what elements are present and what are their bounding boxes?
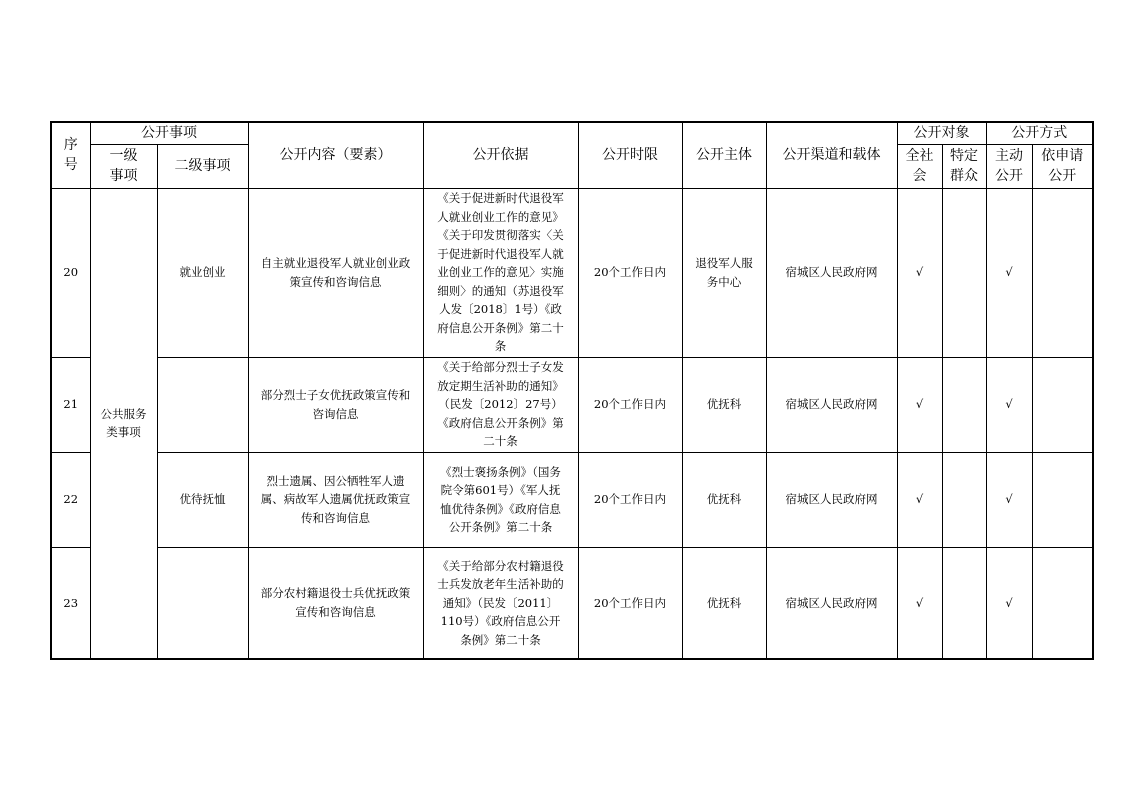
row-audience-all: √ [897, 188, 942, 357]
header-method-group: 公开方式 [986, 122, 1093, 144]
row-basis: 《关于给部分烈士子女发放定期生活补助的通知》（民发〔2012〕27号）《政府信息公开条例》第二十条 [423, 357, 578, 452]
row-channel: 宿城区人民政府网 [766, 547, 897, 659]
row-audience-all: √ [897, 452, 942, 547]
table-row [51, 452, 1093, 547]
row-audience-specific [942, 452, 986, 547]
header-row-1 [51, 122, 1093, 144]
header-channel: 公开渠道和载体 [766, 122, 897, 188]
row-channel: 宿城区人民政府网 [766, 452, 897, 547]
row-time-limit: 20个工作日内 [578, 452, 682, 547]
disclosure-table [50, 121, 1094, 660]
row-method-request [1032, 547, 1093, 659]
header-audience-all: 全社会 [897, 144, 942, 188]
row-seq: 22 [51, 452, 90, 547]
row-level2 [157, 357, 248, 452]
row-basis: 《关于给部分农村籍退役士兵发放老年生活补助的通知》（民发〔2011〕110号）《政府信息公开条例》第二十条 [423, 547, 578, 659]
row-method-active: √ [986, 188, 1032, 357]
row-seq: 20 [51, 188, 90, 357]
row-channel: 宿城区人民政府网 [766, 357, 897, 452]
row-seq: 23 [51, 547, 90, 659]
row-time-limit: 20个工作日内 [578, 188, 682, 357]
row-method-active: √ [986, 357, 1032, 452]
row-content: 自主就业退役军人就业创业政策宣传和咨询信息 [248, 188, 423, 357]
row-subject: 优抚科 [682, 357, 766, 452]
header-subject: 公开主体 [682, 122, 766, 188]
row-subject: 优抚科 [682, 452, 766, 547]
header-audience-group: 公开对象 [897, 122, 986, 144]
table-row [51, 188, 1093, 357]
header-audience-specific: 特定群众 [942, 144, 986, 188]
row-audience-all: √ [897, 547, 942, 659]
header-method-active: 主动公开 [986, 144, 1032, 188]
row-audience-specific [942, 188, 986, 357]
row-method-active: √ [986, 547, 1032, 659]
row-audience-specific [942, 547, 986, 659]
row-level2: 就业创业 [157, 188, 248, 357]
header-seq: 序号 [51, 122, 90, 188]
header-basis: 公开依据 [423, 122, 578, 188]
row-method-request [1032, 452, 1093, 547]
header-item-group: 公开事项 [90, 122, 248, 144]
row-audience-specific [942, 357, 986, 452]
header-content: 公开内容（要素） [248, 122, 423, 188]
row-subject: 优抚科 [682, 547, 766, 659]
header-method-request: 依申请公开 [1032, 144, 1093, 188]
header-time-limit: 公开时限 [578, 122, 682, 188]
level1-cell: 公共服务类事项 [90, 188, 157, 659]
row-subject: 退役军人服务中心 [682, 188, 766, 357]
header-level2: 二级事项 [157, 144, 248, 188]
row-time-limit: 20个工作日内 [578, 357, 682, 452]
row-basis: 《关于促进新时代退役军人就业创业工作的意见》《关于印发贯彻落实〈关于促进新时代退役军人就业创业工作的意见〉实施细则〉的通知（苏退役军人发〔2018〕1号）《政府信息公开条例》第二十条 [423, 188, 578, 357]
row-level2: 优待抚恤 [157, 452, 248, 547]
table-row [51, 357, 1093, 452]
row-basis: 《烈士褒扬条例》（国务院令第601号）《军人抚恤优待条例》《政府信息公开条例》第二十条 [423, 452, 578, 547]
row-method-request [1032, 188, 1093, 357]
row-audience-all: √ [897, 357, 942, 452]
header-level1: 一级事项 [90, 144, 157, 188]
row-method-active: √ [986, 452, 1032, 547]
row-content: 烈士遗属、因公牺牲军人遗属、病故军人遗属优抚政策宣传和咨询信息 [248, 452, 423, 547]
row-time-limit: 20个工作日内 [578, 547, 682, 659]
row-level2 [157, 547, 248, 659]
row-method-request [1032, 357, 1093, 452]
row-content: 部分烈士子女优抚政策宣传和咨询信息 [248, 357, 423, 452]
table-row [51, 547, 1093, 659]
row-content: 部分农村籍退役士兵优抚政策宣传和咨询信息 [248, 547, 423, 659]
row-seq: 21 [51, 357, 90, 452]
row-channel: 宿城区人民政府网 [766, 188, 897, 357]
